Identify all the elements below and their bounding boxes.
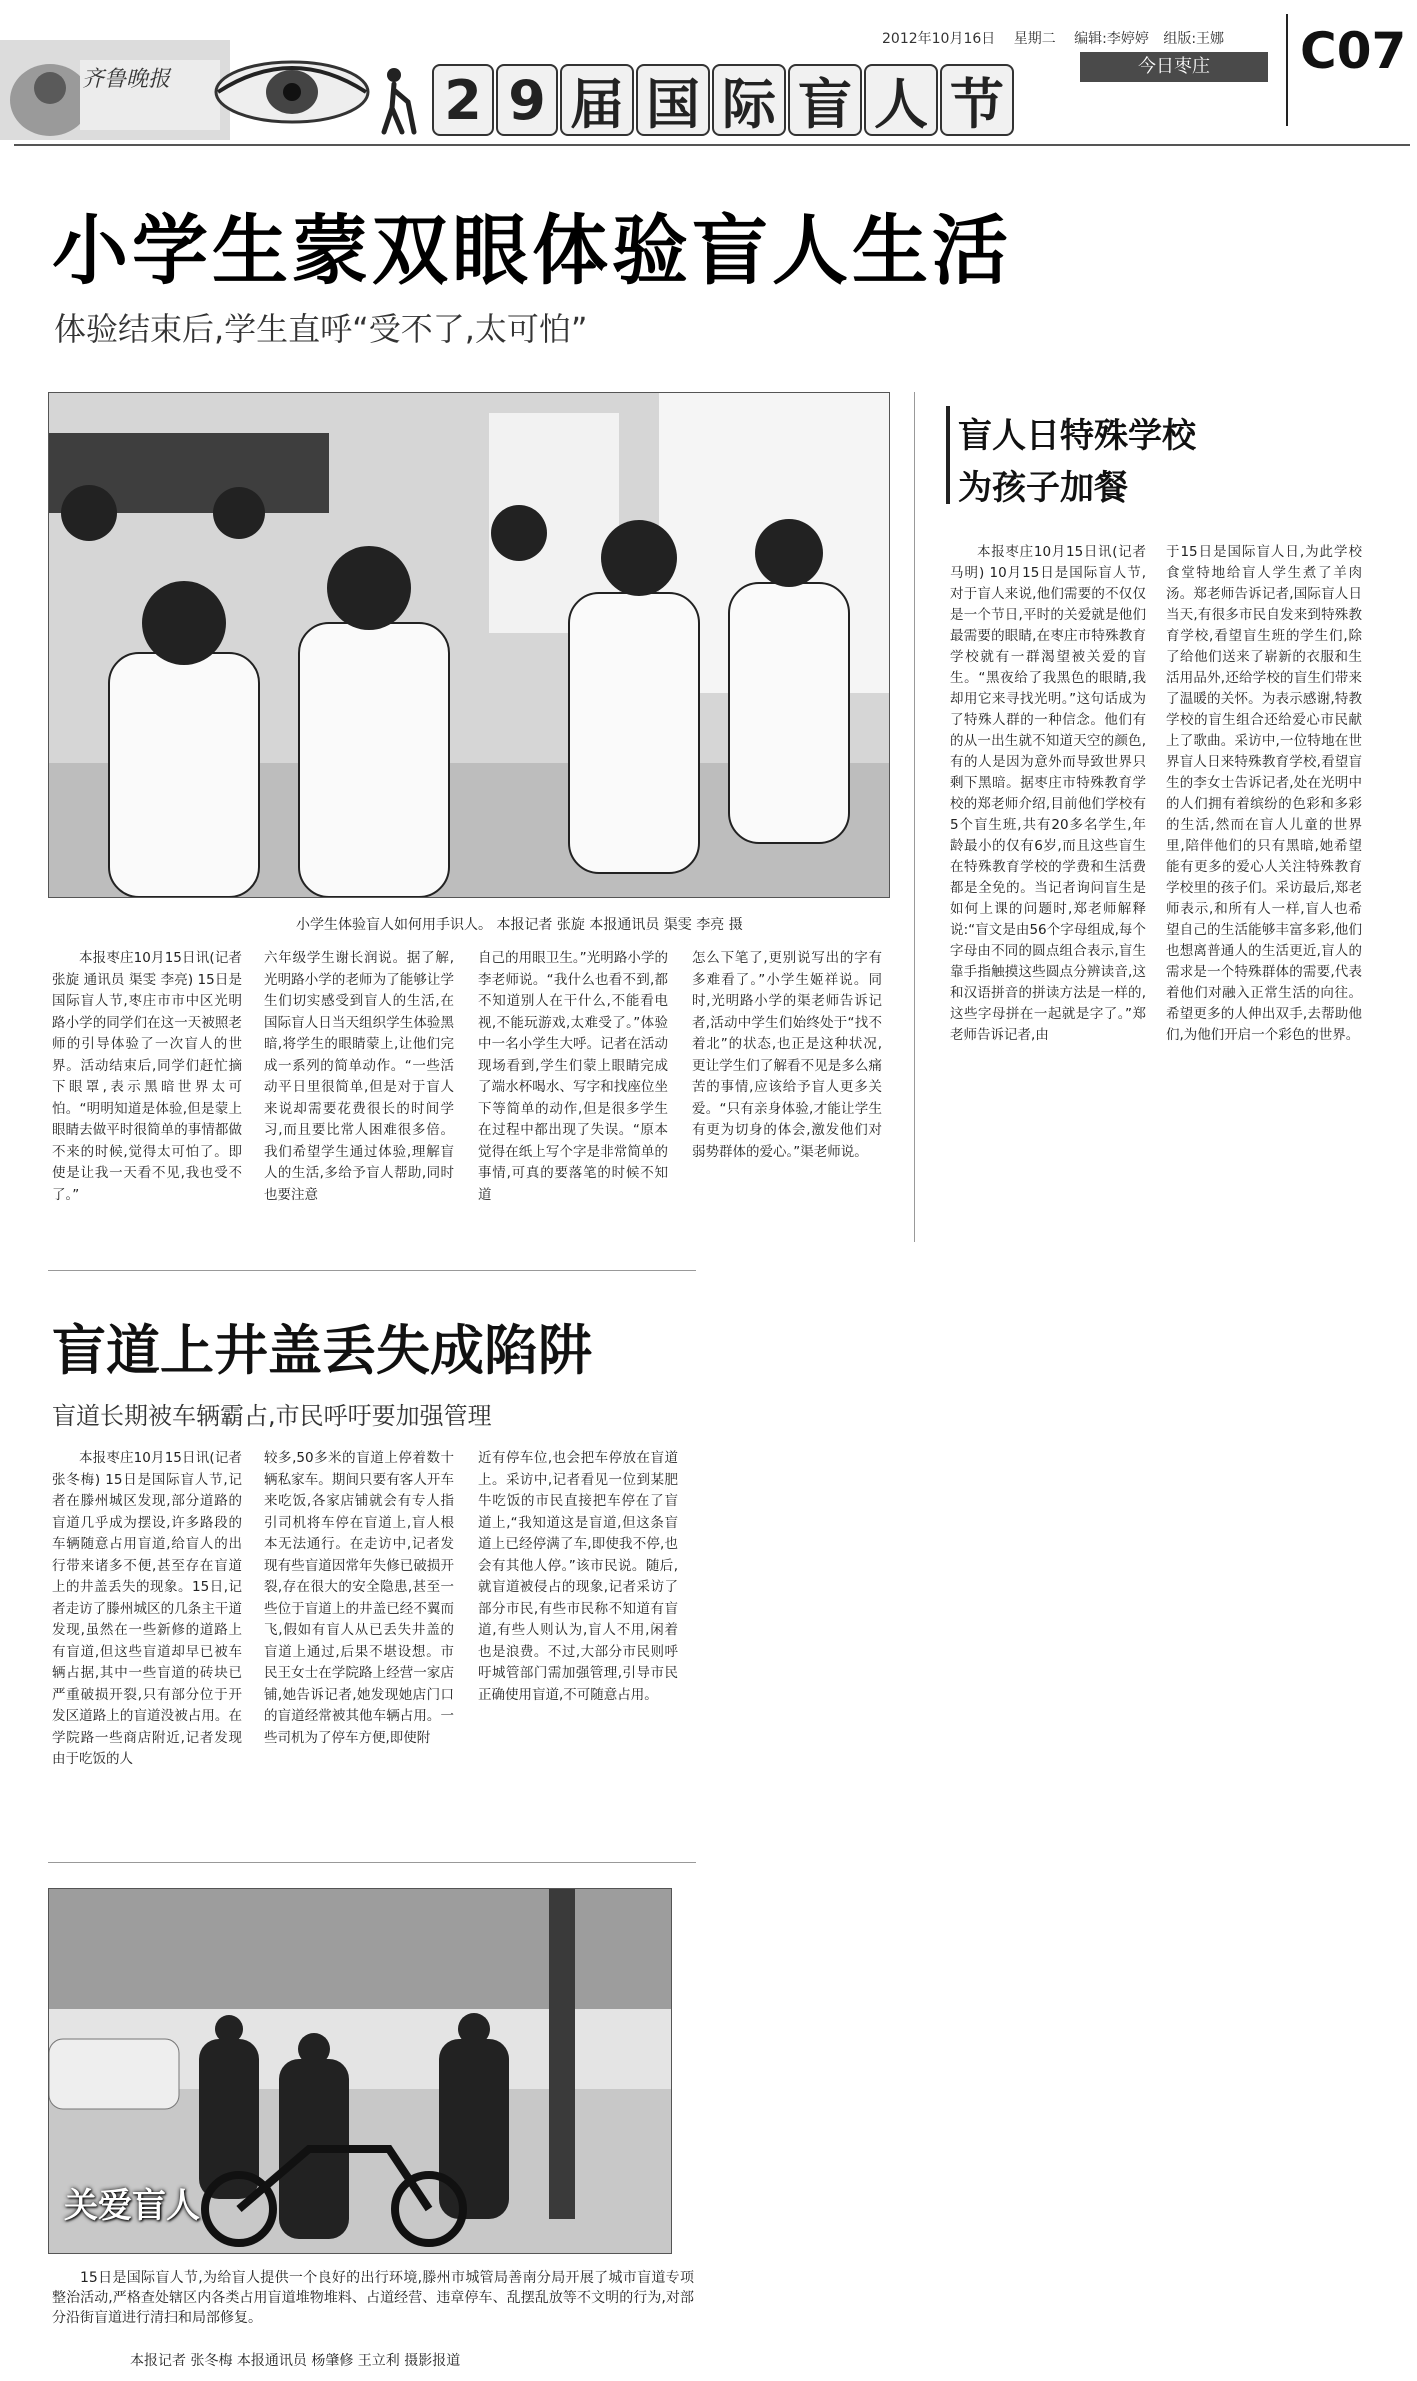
article2-column: 本报枣庄10月15日讯(记者 马明) 10月15日是国际盲人节,对于盲人来说,他们需要的不仅仅是一个节日,平时的关爱就是他们最需要的眼睛,在枣庄市特殊教育学校就有一群渴望被关爱的盲生。“黑夜给了我黑色的眼睛,我却用它来寻找光明。”这句话成为了特殊人群的一种信念。他们有的从一出生就不知道天空的颜色,有的人是因为意外而导致世界只剩下黑暗。据枣庄市特殊教育学校的郑老师介绍,目前他们学校有5个盲生班,共有20多名学生,年龄最小的仅有6岁,而且这些盲生在特殊教育学校的学费和生活费都是全免的。当记者询问盲生是如何上课的问题时,郑老师解释说:“盲文是由56个字母组成,每个字母由不同的圆点组合表示,盲生靠手指触摸这些圆点分辨读音,这和汉语拼音的拼读方法是一样的,这些字母拼在一起就是字了。”郑老师告诉记者,由 (950, 544, 1146, 1043)
article2-headline-line2: 为孩子加餐 (958, 468, 1128, 508)
article1-column: 六年级学生谢长润说。据了解,光明路小学的老师为了能够让学生们切实感受到盲人的生活,在国际盲人日当天组织学生体验黑暗,将学生的眼睛蒙上,让他们完成一系列的简单动作。“一些活动平日里很简单,但是对于盲人来说却需要花费很长的时间学习,而且要比常人困难很多倍。我们希望学生通过体验,理解盲人的生活,多给予盲人帮助,同时也要注意 (264, 950, 454, 1203)
banner-char-box: 盲 (788, 64, 862, 136)
masthead-rule (14, 144, 1410, 146)
column-separator (914, 392, 915, 1242)
issue-date: 2012年10月16日 (882, 31, 996, 47)
article1-column: 怎么下笔了,更别说写出的字有多难看了。”小学生姬祥说。同时,光明路小学的渠老师告诉记者,活动中学生们始终处于“找不着北”的状态,也正是这种状况,更让学生们了解看不见是多么痛苦的事情,应该给予盲人更多关爱。“只有亲身体验,才能让学生有更为切身的体会,激发他们对弱势群体的爱心。”渠老师说。 (692, 950, 882, 1160)
article1-photo (48, 392, 890, 898)
article3-photo-label: 关爱盲人 (64, 2186, 200, 2226)
section-rule (48, 1270, 696, 1271)
article1-column: 自己的用眼卫生。”光明路小学的李老师说。“我什么也看不到,都不知道别人在干什么,不能看电视,不能玩游戏,太难受了。”体验中一名小学生大呼。记者在活动现场看到,学生们蒙上眼睛完成了端水杯喝水、写字和找座位坐下等简单的动作,但是很多学生在过程中都出现了失误。“原本觉得在纸上写个字是非常简单的事情,可真的要落笔的时候不知道 (478, 950, 668, 1203)
paper-name: 齐鲁晚报 (82, 67, 171, 92)
section-tab: 今日枣庄 (1080, 52, 1268, 82)
article3-subhead: 盲道长期被车辆霸占,市民呼吁要加强管理 (52, 1402, 492, 1430)
classroom-photo-illustration (49, 393, 889, 897)
banner-digit-box: 9 (496, 64, 558, 136)
layout-credit: 组版:王娜 (1163, 31, 1225, 47)
article1-subhead: 体验结束后,学生直呼“受不了,太可怕” (54, 310, 588, 348)
eye-graphic (212, 54, 372, 130)
banner-char-box: 国 (636, 64, 710, 136)
section-rule (48, 1862, 696, 1863)
banner-char-box: 人 (864, 64, 938, 136)
article2-accent-bar (946, 406, 950, 504)
article3-headline: 盲道上井盖丢失成陷阱 (52, 1319, 592, 1382)
masthead (0, 0, 1417, 140)
banner-char-box: 节 (940, 64, 1014, 136)
banner-char-box: 届 (560, 64, 634, 136)
date-line (882, 28, 1224, 48)
article3-column: 本报枣庄10月15日讯(记者 张冬梅) 15日是国际盲人节,记者在滕州城区发现,部分道路的盲道几乎成为摆设,许多路段的车辆随意占用盲道,给盲人的出行带来诸多不便,甚至存在盲道上的井盖丢失的现象。15日,记者走访了滕州城区的几条主干道发现,虽然在一些新修的道路上有盲道,但这些盲道却早已被车辆占据,其中一些盲道的砖块已严重破损开裂,只有部分位于开发区道路上的盲道没被占用。在学院路一些商店附近,记者发现由于吃饭的人 (52, 1450, 242, 1767)
banner-digit-box: 2 (432, 64, 494, 136)
article3-column: 较多,50多米的盲道上停着数十辆私家车。期间只要有客人开车来吃饭,各家店铺就会有专人指引司机将车停在盲道上,盲人根本无法通行。在走访中,记者发现有些盲道因常年失修已破损开裂,存在很大的安全隐患,甚至一些位于盲道上的井盖已经不翼而飞,假如有盲人从已丢失井盖的盲道上通过,后果不堪设想。市民王女士在学院路上经营一家店铺,她告诉记者,她发现她店门口的盲道经常被其他车辆占用。一些司机为了停车方便,即使附 (264, 1450, 454, 1746)
page-number: C07 (1300, 22, 1407, 80)
article2-column: 于15日是国际盲人日,为此学校食堂特地给盲人学生煮了羊肉汤。郑老师告诉记者,国际盲人日当天,有很多市民自发来到特殊教育学校,看望盲生班的学生们,除了给他们送来了崭新的衣服和生活用品外,还给学校的盲生们带来了温暖的关怀。为表示感谢,特教学校的盲生组合还给爱心市民献上了歌曲。采访中,一位特地在世界盲人日来特殊教育学校,看望盲生的李女士告诉记者,处在光明中的人们拥有着缤纷的色彩和多彩的生活,然而在盲人儿童的世界里,陪伴他们的只有黑暗,她希望能有更多的爱心人关注特殊教育学校里的孩子们。采访最后,郑老师表示,和所有人一样,盲人也希望自己的生活能够丰富多彩,他们也想离普通人的生活更近,盲人的需求是一个特殊群体的需要,代表着他们对融入正常生活的向往。希望更多的人伸出双手,去帮助他们,为他们开启一个彩色的世界。 (1166, 544, 1362, 1043)
article1-photo-caption: 小学生体验盲人如何用手识人。 本报记者 张旋 本报通讯员 渠雯 李亮 摄 (296, 917, 743, 933)
article3-column: 近有停车位,也会把车停放在盲道上。采访中,记者看见一位到某肥牛吃饭的市民直接把车停在了盲道上,“我知道这是盲道,但这条盲道上已经停满了车,即使我不停,也会有其他人停。”该市民说。随后,就盲道被侵占的现象,记者采访了部分市民,有些市民称不知道有盲道,有些人则认为,盲人不用,闲着也是浪费。不过,大部分市民则呼吁城管部门需加强管理,引导市民正确使用盲道,不可随意占用。 (478, 1450, 678, 1703)
article1-column: 本报枣庄10月15日讯(记者 张旋 通讯员 渠雯 李亮) 15日是国际盲人节,枣庄市市中区光明路小学的同学们在这一天被照老师的引导体验了一次盲人的世界。活动结束后,同学们赶忙摘下眼罩,表示黑暗世界太可怕。“明明知道是体验,但是蒙上眼睛去做平时很简单的事情都做不来的时候,觉得太可怕了。即使是让我一天看不见,我也受不了。” (52, 950, 242, 1203)
article3-photo-credit: 本报记者 张冬梅 本报通讯员 杨肇修 王立利 摄影报道 (130, 2353, 461, 2369)
article2-headline-line1: 盲人日特殊学校 (958, 416, 1196, 456)
article3-photo-caption: 15日是国际盲人节,为给盲人提供一个良好的出行环境,滕州市城管局善南分局开展了城市盲道专项整治活动,严格查处辖区内各类占用盲道堆物堆料、占道经营、违章停车、乱摆乱放等不文明的行为,对部分沿街盲道进行清扫和局部修复。 (52, 2270, 694, 2326)
weekday: 星期二 (1013, 31, 1056, 47)
banner-char-box: 际 (712, 64, 786, 136)
article1-headline: 小学生蒙双眼体验盲人生活 (52, 206, 1012, 295)
masthead-divider (1286, 14, 1288, 126)
blind-person-cane-icon (378, 66, 418, 136)
editor-credit: 编辑:李婷婷 (1074, 31, 1149, 47)
